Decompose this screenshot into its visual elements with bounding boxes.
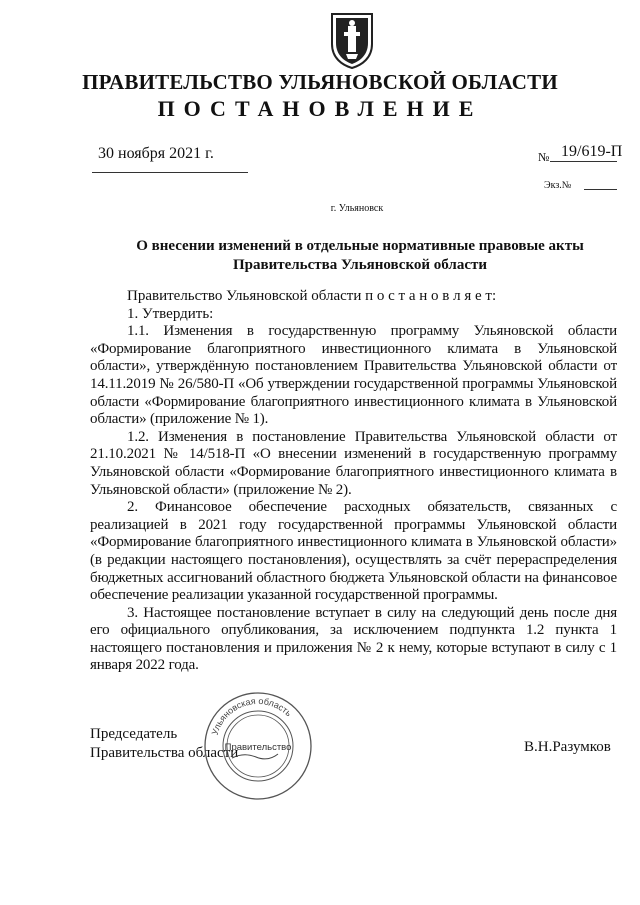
subject-line-2: Правительства Ульяновской области (232, 257, 488, 273)
number-label: № (538, 150, 550, 164)
signatory-title-line-2: Правительства области (90, 745, 239, 761)
official-stamp (202, 690, 314, 802)
copy-number-label: Экз.№ (544, 180, 572, 191)
svg-text:Ульяновская область: Ульяновская область (209, 695, 294, 737)
subject-line-1: О внесении изменений в отдельные нормативные правовые акты (136, 238, 584, 254)
organization-title: ПРАВИТЕЛЬСТВО УЛЬЯНОВСКОЙ ОБЛАСТИ (82, 70, 558, 94)
document-subject (100, 237, 620, 275)
coat-of-arms-icon (326, 10, 378, 70)
signatory-name: В.Н.Разумков (524, 739, 611, 755)
paragraph-1-1: 1.1. Изменения в государственную программу Ульяновской области «Формирование благоприятного инвестиционного климата в Ульяновской области», утверждённую постановлением Правительства Ульяновской области от 14.11.2019 № 26/580-П «Об утверждении государственной программы Ульяновской области «Формирование благоприятного инвестиционного климата в Ульяновской области» (приложение № 1). (90, 323, 617, 428)
document-body (90, 288, 617, 675)
paragraph-1-2: 1.2. Изменения в постановление Правительства Ульяновской области от 21.10.2021 № 14/518-П «О внесении изменений в государственную программу Ульяновской области «Формирование благоприятного инвестиционного климата в Ульяновской области» (приложение № 2). (90, 428, 617, 498)
paragraph-2: 2. Финансовое обеспечение расходных обязательств, связанных с реализацией в 2021 году государственной программы Ульяновской области «Формирование благоприятного инвестиционного климата в Ульяновской области» (в редакции настоящего постановления), осуществлять за счёт перераспределения бюджетных ассигнований областного бюджета Ульяновской области на финансовое обеспечение реализации указанной государственной программы. (90, 499, 617, 604)
date-underline (92, 172, 248, 173)
city-label: г. Ульяновск (330, 203, 384, 214)
resolution-intro: Правительство Ульяновской области п о с т а н о в л я е т: (127, 288, 497, 304)
document-date: 30 ноября 2021 г. (98, 145, 214, 162)
document-type-title: ПОСТАНОВЛЕНИЕ (157, 96, 483, 121)
paragraph-1: 1. Утвердить: (127, 305, 214, 322)
signatory-title-line-1: Председатель (90, 726, 178, 742)
number-underline (550, 161, 617, 162)
paragraph-3: 3. Настоящее постановление вступает в силу на следующий день после дня его официального опубликования, за исключением подпункта 1.2 пункта 1 настоящего постановления и приложения № 2 к нему, которые вступают в силу с 1 января 2022 года. (90, 604, 617, 674)
copy-number-underline (584, 189, 617, 190)
document-number: 19/619-П (561, 143, 623, 160)
stamp-center-text: Правительство (224, 742, 292, 753)
